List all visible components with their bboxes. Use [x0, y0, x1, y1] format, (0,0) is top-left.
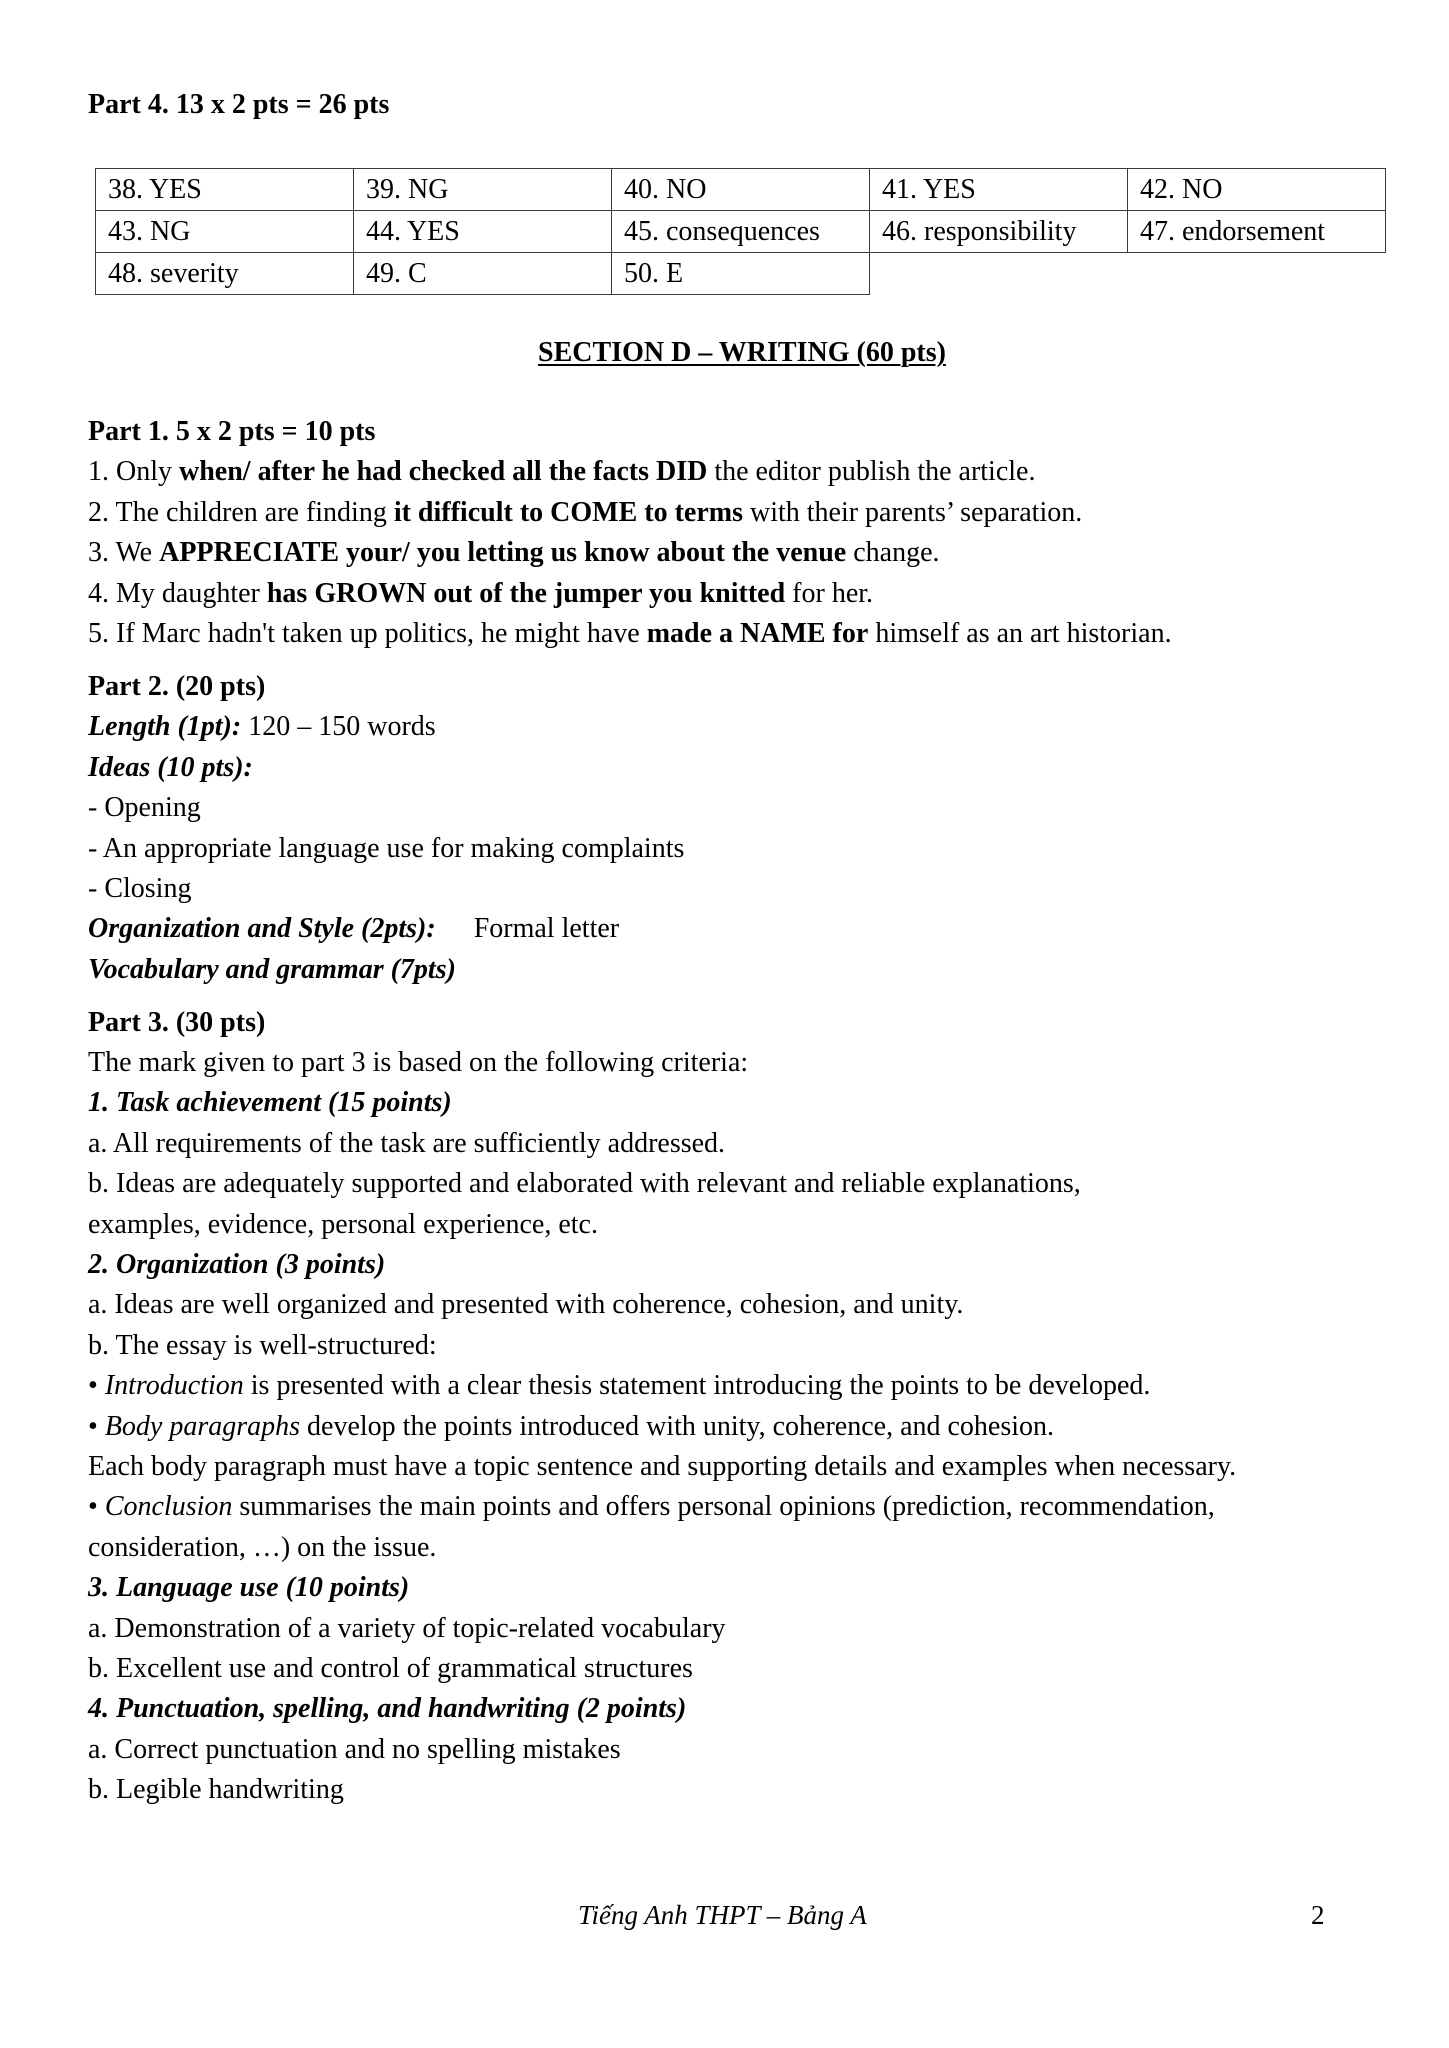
text-segment: b. Ideas are adequately supported and elaborated with relevant and reliable explanations, — [88, 1168, 1081, 1200]
part3-criterion-line — [88, 1164, 1408, 1204]
bold-answer-text: has GROWN out of the jumper you knitted — [266, 577, 786, 609]
org-style-value: Formal letter — [473, 913, 620, 945]
part4-heading: Part 4. 13 x 2 pts = 26 pts — [88, 89, 390, 120]
idea-item: - Closing — [88, 872, 192, 904]
italic-term: Conclusion — [104, 1491, 233, 1523]
part2 — [88, 667, 1408, 990]
text-segment: b. Excellent use and control of grammatical structures — [88, 1652, 693, 1684]
footer-title: Tiếng Anh THPT – Bảng A — [578, 1900, 867, 1930]
part3-criteria — [88, 1083, 1408, 1810]
length-value: 120 – 150 words — [241, 711, 436, 743]
italic-term: Body paragraphs — [104, 1410, 301, 1442]
part3-criterion-line — [88, 1730, 1408, 1770]
criterion-heading: 4. Punctuation, spelling, and handwriting (2 points) — [88, 1693, 687, 1725]
part3-criterion-line — [88, 1447, 1408, 1487]
empty-cell — [1128, 253, 1386, 295]
text-segment: a. Demonstration of a variety of topic-related vocabulary — [88, 1612, 726, 1644]
part1 — [88, 412, 1408, 654]
part3-criterion-line — [88, 1609, 1408, 1649]
text-segment: with their parents’ separation. — [742, 496, 1083, 528]
answer-cell: 49. C — [354, 253, 612, 295]
answer-cell: 48. severity — [96, 253, 354, 295]
answer-cell: 41. YES — [870, 169, 1128, 211]
criterion-heading: 2. Organization (3 points) — [88, 1249, 386, 1280]
text-segment: b. Legible handwriting — [88, 1774, 344, 1806]
text-segment: 1. Only — [88, 456, 179, 488]
part3-criterion-line — [88, 1205, 1408, 1245]
table-row — [96, 211, 1386, 253]
idea-item: - An appropriate language use for making complaints — [88, 832, 685, 864]
part3-criterion-line — [88, 1245, 1408, 1285]
bold-answer-text: it difficult to COME to terms — [393, 496, 743, 528]
text-segment: Each body paragraph must have a topic sentence and supporting details and examples when necessary. — [88, 1450, 1237, 1482]
part3-criterion-line — [88, 1124, 1408, 1164]
answer-cell: 39. NG — [354, 169, 612, 211]
part1-item — [88, 452, 1408, 492]
answer-key-table — [95, 168, 1386, 295]
table-row — [96, 169, 1386, 211]
text-segment: himself as an art historian. — [868, 617, 1172, 649]
part1-item — [88, 614, 1408, 654]
text-segment: is presented with a clear thesis statement introducing the points to be developed. — [243, 1370, 1151, 1402]
section-d-heading: SECTION D – WRITING (60 pts) — [538, 337, 946, 368]
text-segment: 5. If Marc hadn't taken up politics, he might have — [88, 617, 647, 649]
criterion-heading: 3. Language use (10 points) — [88, 1572, 410, 1604]
part3-criterion-line — [88, 1689, 1408, 1729]
text-segment: 2. The children are finding — [88, 496, 394, 528]
part3 — [88, 1003, 1408, 1811]
part3-criterion-line — [88, 1407, 1408, 1447]
answer-cell: 42. NO — [1128, 169, 1386, 211]
bold-answer-text: made a NAME for — [646, 617, 869, 649]
text-segment: • — [88, 1410, 105, 1442]
idea-item: - Opening — [88, 792, 201, 824]
part2-heading: Part 2. (20 pts) — [88, 670, 266, 702]
part3-criterion-line — [88, 1326, 1408, 1366]
part3-criterion-line — [88, 1285, 1408, 1325]
text-segment: examples, evidence, personal experience, etc. — [88, 1208, 598, 1240]
text-segment: 4. My daughter — [88, 577, 267, 609]
part1-item — [88, 574, 1408, 614]
text-segment: • — [88, 1370, 105, 1402]
part1-item — [88, 533, 1408, 573]
answer-cell: 47. endorsement — [1128, 211, 1386, 253]
bold-answer-text: APPRECIATE your/ you letting us know about the venue — [159, 537, 847, 569]
text-segment: change. — [846, 537, 940, 569]
part3-intro: The mark given to part 3 is based on the following criteria: — [88, 1047, 749, 1079]
bold-answer-text: when/ after he had checked all the facts DID — [179, 456, 708, 488]
section-d-heading-wrap — [0, 333, 1449, 373]
answer-cell: 40. NO — [612, 169, 870, 211]
answer-cell: 43. NG — [96, 211, 354, 253]
part3-criterion-line — [88, 1528, 1408, 1568]
part3-criterion-line — [88, 1487, 1408, 1527]
part3-criterion-line — [88, 1770, 1408, 1810]
part3-criterion-line — [88, 1366, 1408, 1406]
part1-heading: Part 1. 5 x 2 pts = 10 pts — [88, 416, 376, 447]
table-row — [96, 253, 1386, 295]
text-segment: develop the points introduced with unity, coherence, and cohesion. — [300, 1410, 1055, 1442]
text-segment: summarises the main points and offers personal opinions (prediction, recommendation, — [232, 1491, 1215, 1523]
text-segment: for her. — [785, 577, 874, 609]
answer-cell: 44. YES — [354, 211, 612, 253]
vocab-grammar-label: Vocabulary and grammar (7pts) — [88, 953, 456, 985]
length-label: Length (1pt): — [88, 711, 242, 743]
page-number: 2 — [1311, 1900, 1325, 1930]
writing-content — [88, 412, 1408, 1810]
criterion-heading: 1. Task achievement (15 points) — [88, 1087, 452, 1119]
text-segment: • — [88, 1491, 105, 1523]
ideas-label: Ideas (10 pts): — [88, 751, 253, 783]
part3-criterion-line — [88, 1649, 1408, 1689]
org-style-label: Organization and Style (2pts): — [88, 913, 436, 945]
part3-heading: Part 3. (30 pts) — [88, 1006, 266, 1038]
part3-criterion-line — [88, 1568, 1408, 1608]
empty-cell — [870, 253, 1128, 295]
text-segment: 3. We — [88, 537, 160, 569]
italic-term: Introduction — [104, 1370, 244, 1402]
answer-cell: 45. consequences — [612, 211, 870, 253]
text-segment: a. Correct punctuation and no spelling mistakes — [88, 1733, 621, 1765]
part3-criterion-line — [88, 1083, 1408, 1123]
length-criterion — [88, 707, 1408, 747]
text-segment: a. Ideas are well organized and presented with coherence, cohesion, and unity. — [88, 1289, 964, 1321]
text-segment: the editor publish the article. — [707, 456, 1036, 488]
text-segment: b. The essay is well-structured: — [88, 1329, 437, 1361]
answer-cell: 46. responsibility — [870, 211, 1128, 253]
answer-cell: 38. YES — [96, 169, 354, 211]
part1-item — [88, 493, 1408, 533]
answer-cell: 50. E — [612, 253, 870, 295]
part1-items — [88, 452, 1408, 654]
text-segment: consideration, …) on the issue. — [88, 1531, 437, 1563]
text-segment: a. All requirements of the task are sufficiently addressed. — [88, 1127, 726, 1159]
org-style-criterion — [88, 909, 1408, 949]
